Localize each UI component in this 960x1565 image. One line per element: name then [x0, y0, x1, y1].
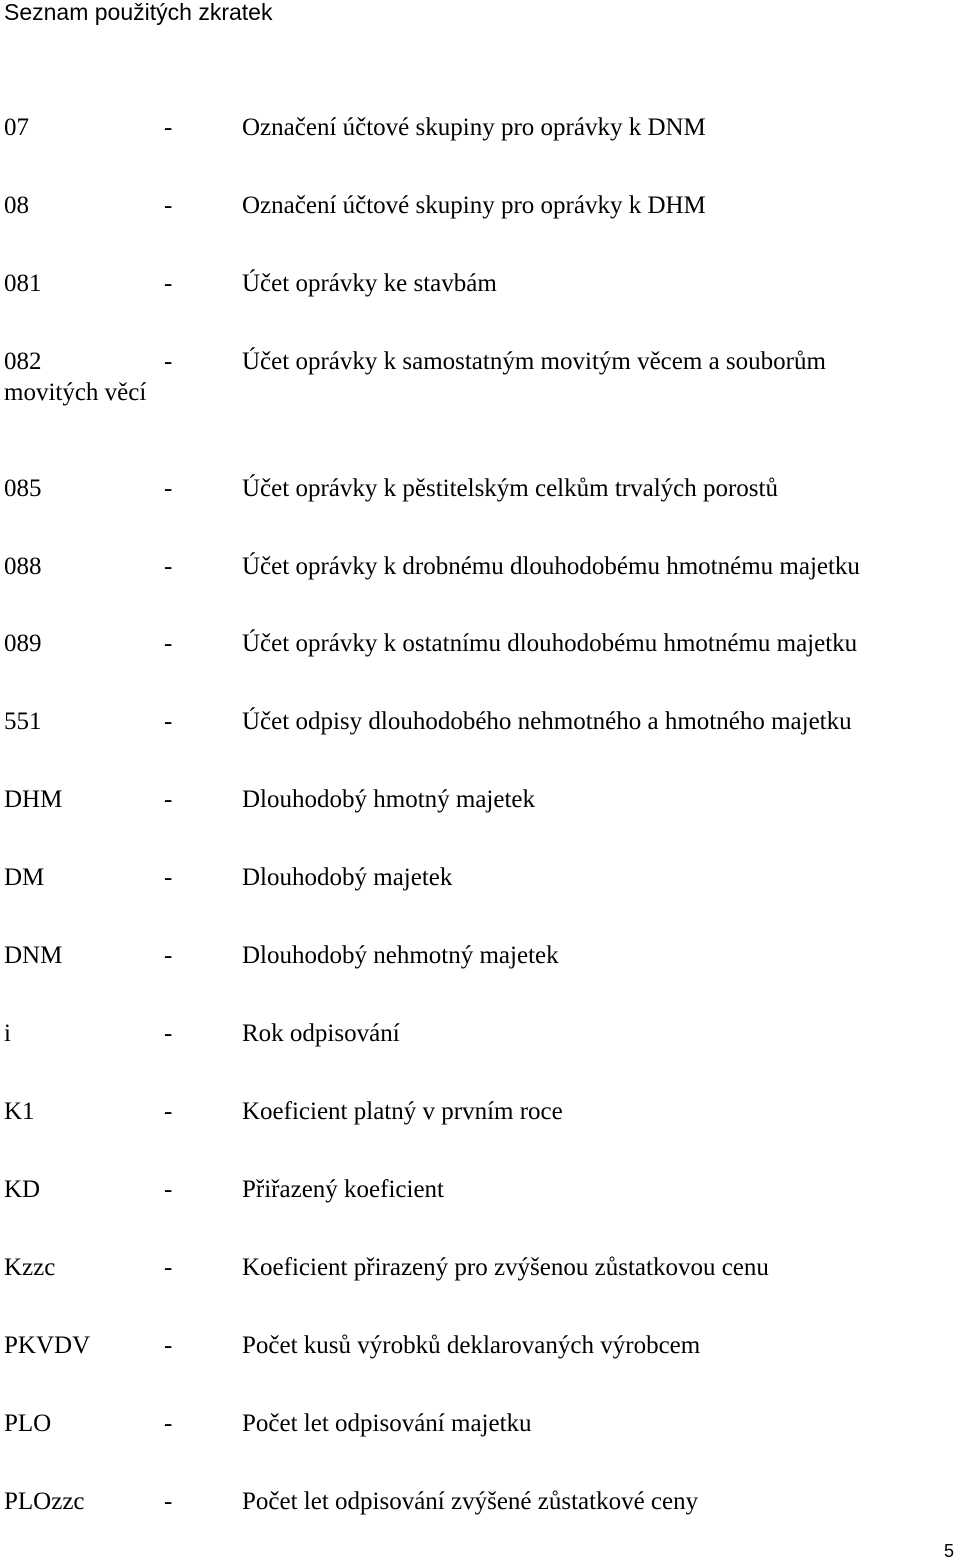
abbreviation-description: Koeficient platný v prvním roce	[242, 1098, 563, 1125]
abbreviation-description: Účet oprávky k samostatným movitým věcem a souborům movitých věcí	[4, 348, 826, 406]
abbreviation-dash: -	[164, 553, 173, 580]
abbreviation-description: Počet let odpisování majetku	[242, 1410, 532, 1437]
abbreviation-description: Dlouhodobý majetek	[242, 864, 453, 891]
abbreviation-dash: -	[164, 1098, 173, 1125]
abbreviation-code: 07	[4, 114, 29, 141]
abbreviation-dash: -	[164, 192, 173, 219]
page-heading: Seznam použitých zkratek	[4, 0, 273, 25]
abbreviation-dash: -	[164, 1020, 173, 1047]
abbreviation-code: i	[4, 1020, 11, 1047]
abbreviation-code: 551	[4, 708, 42, 735]
abbreviation-description: Označení účtové skupiny pro oprávky k DNM	[242, 114, 706, 141]
abbreviation-dash: -	[164, 270, 173, 297]
abbreviation-dash: -	[164, 630, 173, 657]
abbreviation-description: Účet oprávky k pěstitelským celkům trvalých porostů	[242, 475, 778, 502]
abbreviation-code: PLO	[4, 1410, 52, 1437]
abbreviation-code: DM	[4, 864, 45, 891]
abbreviation-description: Počet let odpisování zvýšené zůstatkové ceny	[242, 1488, 699, 1515]
abbreviation-code: 08	[4, 192, 29, 219]
abbreviation-description: Koeficient přirazený pro zvýšenou zůstatkovou cenu	[242, 1254, 769, 1281]
abbreviation-code: 081	[4, 270, 42, 297]
abbreviation-description: Dlouhodobý hmotný majetek	[242, 786, 536, 813]
abbreviation-code: 085	[4, 475, 42, 502]
abbreviation-code: DHM	[4, 786, 63, 813]
abbreviation-dash: -	[164, 786, 173, 813]
abbreviation-description: Označení účtové skupiny pro oprávky k DHM	[242, 192, 706, 219]
abbreviation-dash: -	[164, 864, 173, 891]
abbreviation-code: Kzzc	[4, 1254, 56, 1281]
abbreviation-description: Počet kusů výrobků deklarovaných výrobcem	[242, 1332, 701, 1359]
abbreviation-code: 082	[4, 348, 42, 375]
abbreviation-dash: -	[164, 1488, 173, 1515]
abbreviation-code: PLOzzc	[4, 1488, 85, 1515]
abbreviation-code: K1	[4, 1098, 35, 1125]
abbreviation-dash: -	[164, 1332, 173, 1359]
abbreviation-code: 089	[4, 630, 42, 657]
abbreviation-dash: -	[164, 1176, 173, 1203]
abbreviation-dash: -	[164, 708, 173, 735]
abbreviation-dash: -	[164, 475, 173, 502]
abbreviation-dash: -	[164, 114, 173, 141]
page-number: 5	[943, 1541, 954, 1561]
abbreviation-code: DNM	[4, 942, 63, 969]
abbreviation-dash: -	[164, 942, 173, 969]
abbreviation-dash: -	[164, 1410, 173, 1437]
abbreviation-code: KD	[4, 1176, 41, 1203]
abbreviation-description: Účet odpisy dlouhodobého nehmotného a hmotného majetku	[242, 708, 852, 735]
abbreviation-description: Účet oprávky k ostatnímu dlouhodobému hmotnému majetku	[242, 630, 858, 657]
abbreviation-description: Přiřazený koeficient	[242, 1176, 444, 1203]
abbreviation-description: Dlouhodobý nehmotný majetek	[242, 942, 559, 969]
abbreviation-description: Účet oprávky ke stavbám	[242, 270, 497, 297]
abbreviation-code: PKVDV	[4, 1332, 91, 1359]
abbreviation-code: 088	[4, 553, 42, 580]
abbreviation-description: Rok odpisování	[242, 1020, 400, 1047]
abbreviation-dash: -	[164, 348, 173, 375]
abbreviation-description: Účet oprávky k drobnému dlouhodobému hmotnému majetku	[242, 553, 860, 580]
abbreviation-dash: -	[164, 1254, 173, 1281]
